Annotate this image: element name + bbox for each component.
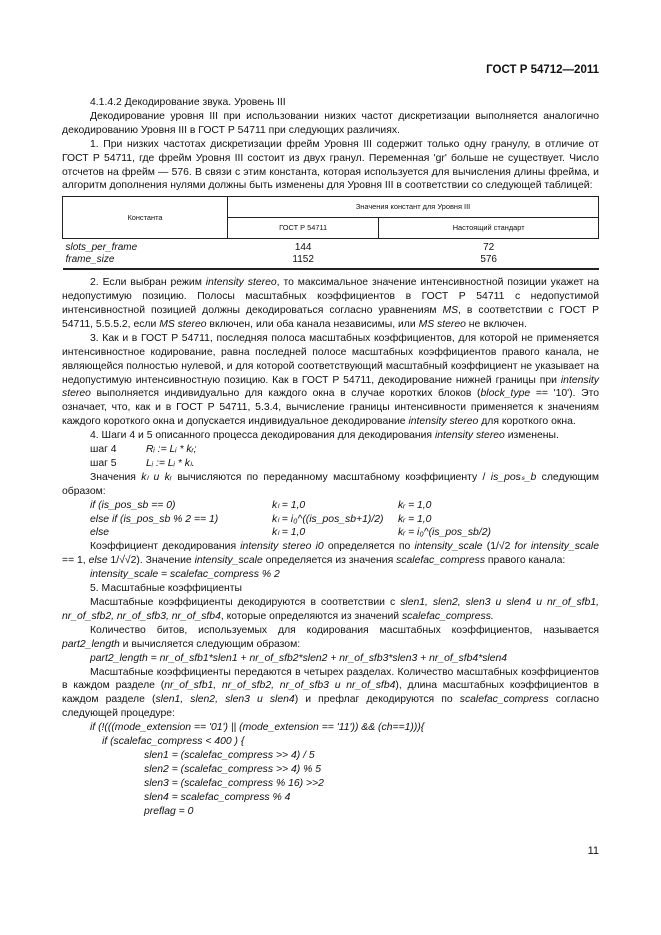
step-5-formula: Lᵢ := Lᵢ * kₗ. <box>146 457 195 469</box>
table-header-group: Значения констант для Уровня III <box>228 197 599 218</box>
table-cell-current: 576 <box>379 254 599 270</box>
code-line: slen4 = scalefac_compress % 4 <box>144 791 291 803</box>
formula-row: else kₗ = 1,0 kᵣ = i₀^(is_pos_sb/2) <box>90 527 491 539</box>
paragraph-values: Значения kₗ и kᵣ вычисляются по переданному масштабному коэффициенту / is_posₛ_b следующим образом: <box>62 471 599 497</box>
code-line: slen2 = (scalefac_compress >> 4) % 5 <box>144 763 322 775</box>
step-4-formula: Rᵢ := Lᵢ * kᵣ; <box>146 444 197 456</box>
table-row <box>63 254 599 270</box>
section-title: 4.1.4.2 Декодирование звука. Уровень III <box>90 97 286 108</box>
code-block <box>62 721 599 818</box>
code-line: if (!(((mode_extension == '01') || (mode_extension == '11')) && (ch==1))){ <box>90 722 425 734</box>
document-header: ГОСТ Р 54712—2011 <box>486 64 599 76</box>
formula-intensity-scale: intensity_scale = scalefac_compress % 2 <box>90 569 280 581</box>
code-line: slen1 = (scalefac_compress >> 4) / 5 <box>144 749 315 761</box>
code-line: if (scalefac_compress < 400 ) { <box>102 736 245 748</box>
code-line: preflag = 0 <box>144 805 194 817</box>
table-cell-gost: 1152 <box>228 254 379 270</box>
section-intro: Декодирование уровня III при использовании низких частот дискретизации выполняется аналогично декодированию Уровня III в ГОСТ Р 54711 при следующих различиях. <box>62 110 599 136</box>
constants-table <box>62 196 599 270</box>
paragraph-scalefactors-3: Масштабные коэффициенты передаются в четырех разделах. Количество масштабных коэффициентов в каждом разделе (nr_of_sfb1, nr_of_sfb2, nr_of_sfb3 и nr_of_sfb4), длина масштабных коэффициентов в каждом разделе (slen1, slen2, slen3 и slen4) и префлаг декодируются по scalefac_compress согласно следующей процедуре: <box>62 666 600 720</box>
paragraph-scalefactors-1: Масштабные коэффициенты декодируются в соответствии с slen1, slen2, slen3 и slen4 и nr_of_sfb1, nr_of_sfb2, nr_of_sfb3, nr_of_sfb4, которые определяются из значений scalefac_compress. <box>62 597 599 622</box>
table-row <box>63 239 599 254</box>
step-5-row: шаг 5 Lᵢ := Lᵢ * kₗ. <box>90 457 195 469</box>
page-number: 11 <box>587 845 599 857</box>
paragraph-item-4: 4. Шаги 4 и 5 описанного процесса декодирования для декодирования intensity stereo изменены. <box>90 430 559 442</box>
table-header-constant: Константа <box>63 197 228 239</box>
page-body <box>62 96 599 819</box>
paragraph-item-2: 2. Если выбран режим intensity stereo, то максимальное значение интенсивностной позиции укажет на недопустимую позицию. Полосы масштабных коэффициентов в ГОСТ Р 54711 с недопустимой интенсивностной позицией должны декодироваться согласно уравнениям MS, в соответствии с ГОСТ Р 54711, 5.5.5.2, если MS stereo включен, или оба канала независимы, или MS stereo не включен. <box>62 277 599 330</box>
formula-row: if (is_pos_sb == 0) kₗ = 1,0 kᵣ = 1,0 <box>90 499 432 511</box>
paragraph-item-3: 3. Как и в ГОСТ Р 54711, последняя полоса масштабных коэффициентов, для которой не применяется интенсивностное кодирование, равна последней полосе масштабных коэффициентов правого канала, не являющейся полностью нулевой, и для которой соответствующий масштабный коэффициент не указывает на недопустимую интенсивностную позицию. Как в ГОСТ Р 54711, декодирование нижней границы при intensity stereo выполняется индивидуально для каждого окна в случае коротких блоков (block_type == '10'). Это означает, что, как и в ГОСТ Р 54711, 5.3.4, вычисление границы интенсивности применяется к значениям каждого короткого окна и допускается индивидуальное декодирование intensity stereo для короткого окна. <box>62 332 599 428</box>
table-cell-current: 72 <box>483 242 495 254</box>
item-5-title: 5. Масштабные коэффициенты <box>90 583 243 595</box>
paragraph-item-1: 1. При низких частотах дискретизации фрейм Уровня III содержит только одну гранулу, в отличие от ГОСТ Р 54711, где фрейм Уровня III состоит из двух гранул. Переменная 'gr' больше не существует. Число отсчетов на фрейм — 576. В связи с этим константа, которая используется для вычисления длины фрейма, и алгоритм дополнения нулями должны быть изменены для Уровня III в соответствии со следующей таблицей: <box>62 138 599 192</box>
table-cell-name: slots_per_frame <box>65 242 138 254</box>
table-cell-gost: 144 <box>294 242 312 254</box>
table-header-gost: ГОСТ Р 54711 <box>228 218 379 239</box>
table-header-current: Настоящий стандарт <box>379 218 599 239</box>
code-line: slen3 = (scalefac_compress % 16) >>2 <box>144 777 324 789</box>
formula-block <box>62 499 599 541</box>
formula-part2-length: part2_length = nr_of_sfb1*slen1 + nr_of_sfb2*slen2 + nr_of_sfb3*slen3 + nr_of_sfb4*slen4 <box>90 652 508 664</box>
paragraph-scalefactors-2: Количество битов, используемых для кодирования масштабных коэффициентов, называется part2_length и вычисляется следующим образом: <box>62 624 599 650</box>
paragraph-coefficient: Коэффициент декодирования intensity stereo i0 определяется по intensity_scale (1/√2 for intensity_scale == 1, else 1/√√2). Значение intensity_scale определяется из значения scalefac_compress правого канала: <box>62 541 599 567</box>
formula-row: else if (is_pos_sb % 2 == 1) kₗ = i₀^((is_pos_sb+1)/2) kᵣ = 1,0 <box>90 513 432 525</box>
table-cell-name: frame_size <box>63 254 228 270</box>
step-4-row: шаг 4 Rᵢ := Lᵢ * kᵣ; <box>90 444 197 456</box>
